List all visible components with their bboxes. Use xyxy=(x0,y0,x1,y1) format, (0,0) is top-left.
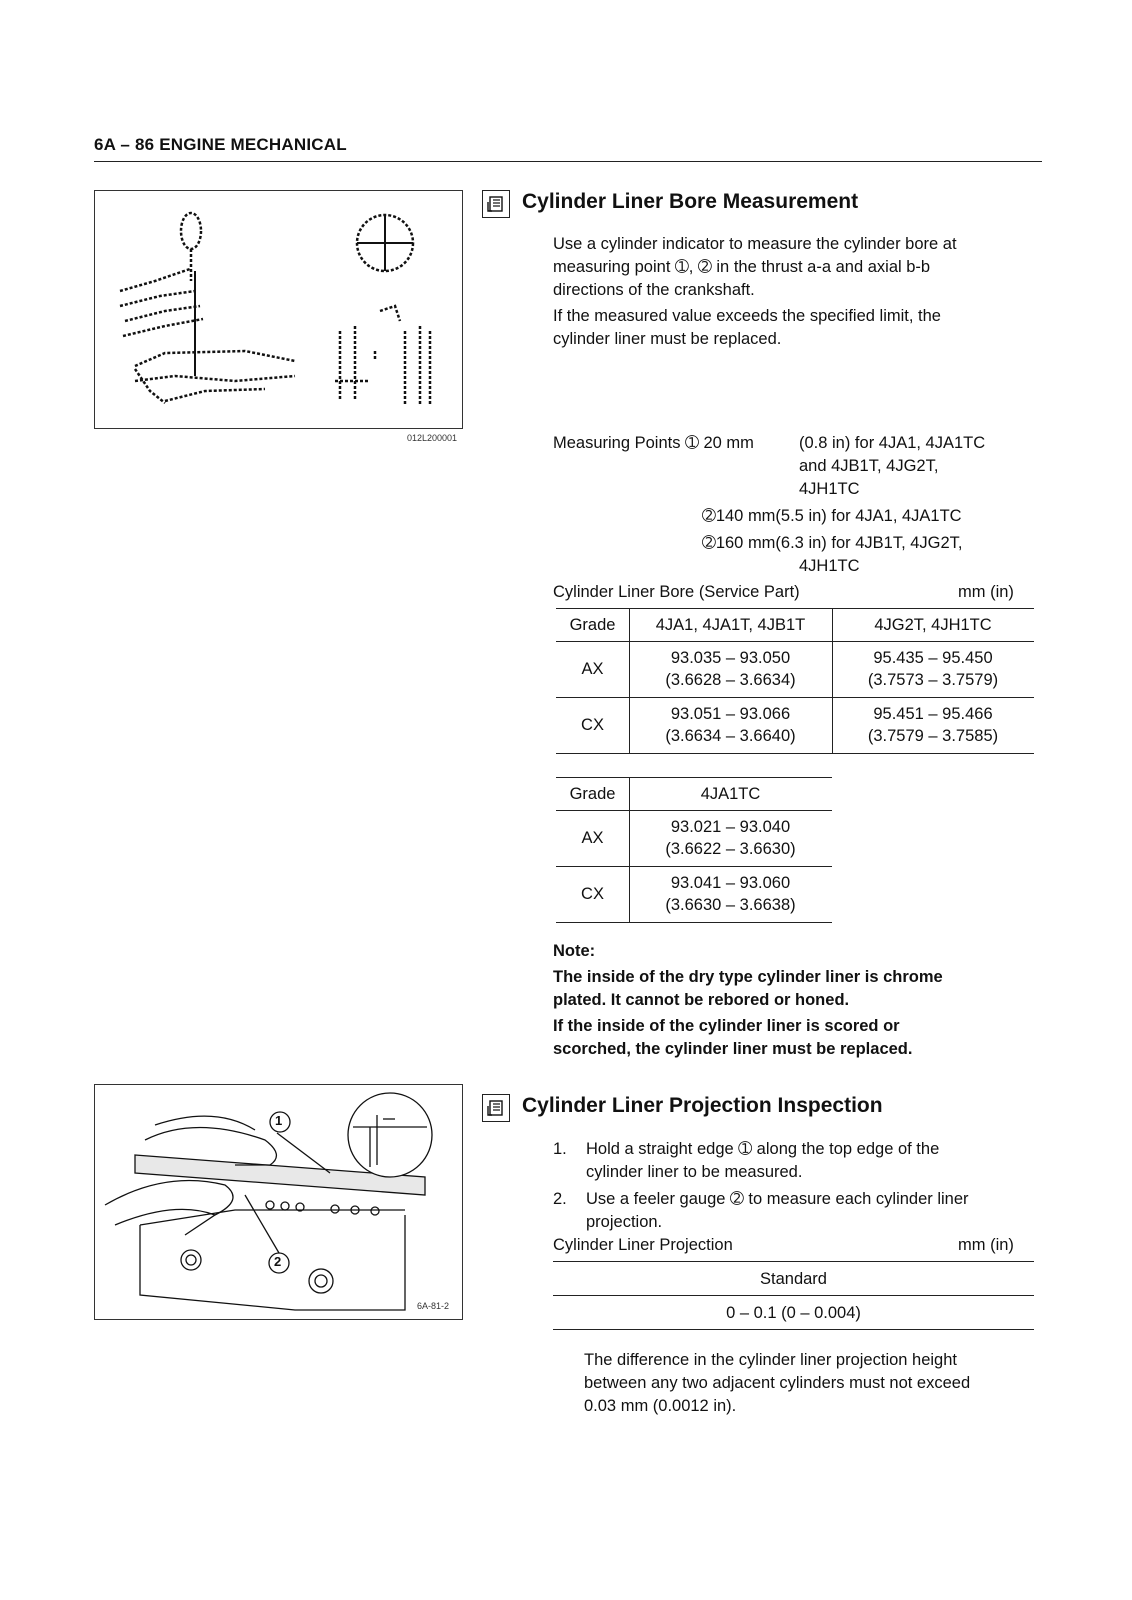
text-line: directions of the crankshaft. xyxy=(553,281,755,299)
bore-measurement-figure xyxy=(94,190,463,429)
step-text xyxy=(586,1138,1033,1184)
text-line: (0.8 in) for 4JA1, 4JA1TC xyxy=(799,434,986,452)
table1-row-cx-col1 xyxy=(629,703,832,747)
cell-in: (3.7579 – 3.7585) xyxy=(867,727,999,745)
projection-inspection-figure xyxy=(94,1084,463,1320)
measuring-points-label: Measuring Points ➀ 20 mm xyxy=(553,434,754,452)
table1-header-col2: 4JG2T, 4JH1TC xyxy=(874,616,992,634)
projection-table-header: Standard xyxy=(760,1270,827,1288)
table2-row-cx-grade: CX xyxy=(581,885,604,903)
callout-1: 1 xyxy=(275,1113,283,1128)
cell-mm: 93.041 – 93.060 xyxy=(670,874,791,892)
cell-in: (3.6622 – 3.6630) xyxy=(665,840,796,858)
text-line: scorched, the cylinder liner must be replaced. xyxy=(553,1040,913,1058)
bore-intro-paragraph xyxy=(553,233,1023,351)
text-line: plated. It cannot be rebored or honed. xyxy=(553,991,850,1009)
text-line: and 4JB1T, 4JG2T, xyxy=(799,457,939,475)
text-line: projection. xyxy=(586,1213,663,1231)
text-line: If the measured value exceeds the specified limit, the xyxy=(553,307,941,325)
text-line: Hold a straight edge ➀ along the top edge of the xyxy=(586,1140,940,1158)
bore-measurement-illustration xyxy=(95,191,462,428)
cell-mm: 93.021 – 93.040 xyxy=(670,818,791,836)
text-line: The difference in the cylinder liner projection height xyxy=(584,1351,957,1369)
step-number: 2. xyxy=(553,1190,567,1208)
measuring-point-2-4ja1: ➁140 mm(5.5 in) for 4JA1, 4JA1TC xyxy=(702,507,962,525)
measuring-point-2-4jb1t: ➁160 mm(6.3 in) for 4JB1T, 4JG2T, xyxy=(702,534,963,552)
cell-mm: 93.035 – 93.050 xyxy=(670,649,791,667)
text-line: If the inside of the cylinder liner is scored or xyxy=(553,1017,900,1035)
text-line: measuring point ➀, ➁ in the thrust a-a and axial b-b xyxy=(553,258,931,276)
cell-mm: 95.435 – 95.450 xyxy=(873,649,993,667)
text-line: Use a cylinder indicator to measure the cylinder bore at xyxy=(553,235,957,253)
text-line: cylinder liner to be measured. xyxy=(586,1163,803,1181)
cell-in: (3.6634 – 3.6640) xyxy=(665,727,796,745)
page-header: 6A – 86 ENGINE MECHANICAL xyxy=(94,135,347,154)
table1-row-cx-grade: CX xyxy=(581,716,604,734)
table1-row-ax-col1 xyxy=(629,647,832,691)
cell-mm: 95.451 – 95.466 xyxy=(873,705,993,723)
table2-header-grade: Grade xyxy=(569,785,616,803)
table2-header-col1: 4JA1TC xyxy=(700,785,761,803)
cell-in: (3.7573 – 3.7579) xyxy=(867,671,999,689)
text-line: cylinder liner must be replaced. xyxy=(553,330,782,348)
service-manual-icon xyxy=(482,1094,510,1122)
cell-in: (3.6630 – 3.6638) xyxy=(665,896,796,914)
service-manual-icon xyxy=(482,190,510,218)
projection-table-value: 0 – 0.1 (0 – 0.004) xyxy=(726,1304,861,1322)
wrench-book-icon xyxy=(486,194,506,214)
measuring-point-2-4jh1tc: 4JH1TC xyxy=(799,557,860,575)
table1-row-cx-col2 xyxy=(832,703,1034,747)
table1-row-ax-col2 xyxy=(832,647,1034,691)
step-text xyxy=(586,1188,1033,1234)
text-line: 0.03 mm (0.0012 in). xyxy=(584,1397,737,1415)
wrench-book-icon xyxy=(486,1098,506,1118)
table1-unit: mm (in) xyxy=(958,583,1014,601)
text-line: 4JH1TC xyxy=(799,480,860,498)
table1-header-col1: 4JA1, 4JA1T, 4JB1T xyxy=(655,616,806,634)
cell-in: (3.6628 – 3.6634) xyxy=(665,671,796,689)
table1-row-ax-grade: AX xyxy=(581,660,604,678)
text-line: between any two adjacent cylinders must not exceed xyxy=(584,1374,971,1392)
cell-mm: 93.051 – 93.066 xyxy=(670,705,791,723)
measuring-point-1-detail xyxy=(799,432,1029,501)
table2-row-cx-col1 xyxy=(629,872,832,916)
table2-row-ax-grade: AX xyxy=(581,829,604,847)
table2-row-ax-col1 xyxy=(629,816,832,860)
projection-table-unit: mm (in) xyxy=(958,1236,1014,1254)
table1-caption: Cylinder Liner Bore (Service Part) xyxy=(553,583,800,601)
figure-code-bore: 012L200001 xyxy=(407,433,458,443)
section-title-bore: Cylinder Liner Bore Measurement xyxy=(522,190,859,213)
section-title-projection: Cylinder Liner Projection Inspection xyxy=(522,1094,883,1117)
note-block xyxy=(553,940,1023,1061)
table1-header-grade: Grade xyxy=(569,616,616,634)
projection-closing-paragraph xyxy=(584,1349,1034,1418)
figure-code-projection: 6A-81-2 xyxy=(417,1301,450,1311)
step-number: 1. xyxy=(553,1140,567,1158)
text-line: The inside of the dry type cylinder liner is chrome xyxy=(553,968,943,986)
note-label: Note: xyxy=(553,942,596,960)
text-line: Use a feeler gauge ➁ to measure each cylinder liner xyxy=(586,1190,969,1208)
callout-2: 2 xyxy=(274,1254,282,1269)
header-rule xyxy=(94,161,1042,162)
projection-table-caption: Cylinder Liner Projection xyxy=(553,1236,733,1254)
